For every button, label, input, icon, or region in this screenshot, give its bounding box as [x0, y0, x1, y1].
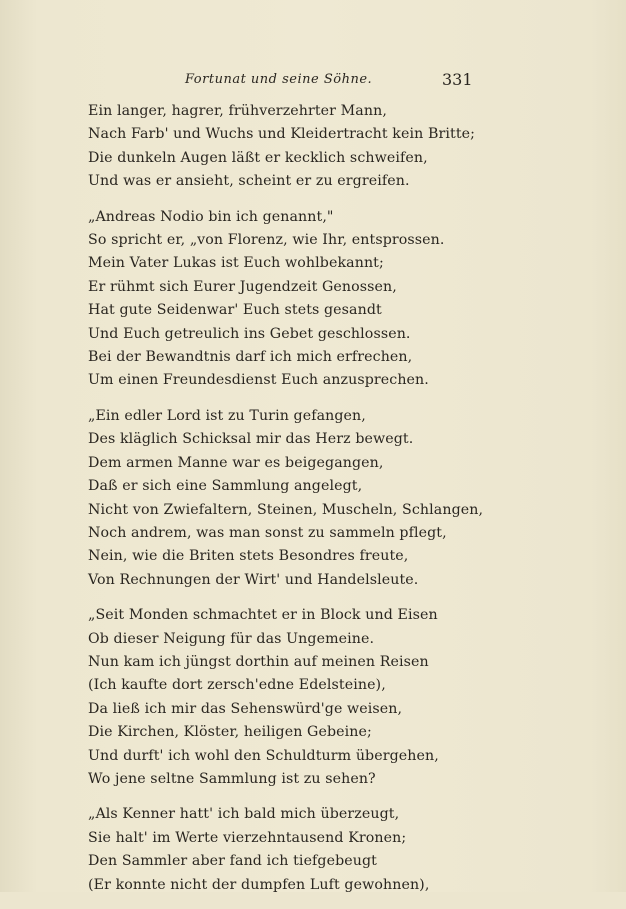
- stanza: [88, 604, 528, 791]
- verse-line: Nicht von Zwiefaltern, Steinen, Muscheln, Schlangen,: [88, 501, 484, 518]
- verse-line: Da ließ ich mir das Sehenswürd'ge weisen,: [88, 700, 403, 717]
- verse-line: Dem armen Manne war es beigegangen,: [88, 454, 384, 471]
- verse-line: Bei der Bewandtnis darf ich mich erfrechen,: [88, 349, 413, 366]
- verse-line: „Als Kenner hatt' ich bald mich überzeugt,: [88, 806, 400, 823]
- verse-line: Und durft' ich wohl den Schuldturm übergehen,: [88, 747, 439, 764]
- verse-line: Daß er sich eine Sammlung angelegt,: [88, 478, 363, 495]
- verse-line: Um einen Freundesdienst Euch anzusprechen.: [88, 372, 429, 389]
- verse-line: Des kläglich Schicksal mir das Herz bewegt.: [88, 431, 414, 448]
- verse-line: Und was er ansieht, scheint er zu ergreifen.: [88, 173, 410, 190]
- poem-body: [88, 100, 528, 909]
- page-number: 331: [442, 70, 473, 89]
- verse-line: Wo jene seltne Sammlung ist zu sehen?: [88, 770, 376, 787]
- verse-line: Und Euch getreulich ins Gebet geschlossen.: [88, 325, 411, 342]
- verse-line: Ob dieser Neigung für das Ungemeine.: [88, 630, 375, 647]
- verse-line: Mein Vater Lukas ist Euch wohlbekannt;: [88, 255, 384, 272]
- verse-line: Noch andrem, was man sonst zu sammeln pflegt,: [88, 524, 447, 541]
- verse-line: Die dunkeln Augen läßt er kecklich schweifen,: [88, 149, 428, 166]
- verse-line: „Andreas Nodio bin ich genannt,": [88, 208, 334, 225]
- verse-line: Den Sammler aber fand ich tiefgebeugt: [88, 853, 377, 870]
- verse-line: „Ein edler Lord ist zu Turin gefangen,: [88, 407, 366, 424]
- verse-line: Er rühmt sich Eurer Jugendzeit Genossen,: [88, 278, 397, 295]
- verse-line: Nun kam ich jüngst dorthin auf meinen Reisen: [88, 653, 429, 670]
- verse-line: (Ich kaufte dort zersch'edne Edelsteine),: [88, 677, 386, 694]
- verse-line: So spricht er, „von Florenz, wie Ihr, entsprossen.: [88, 232, 445, 249]
- verse-line: Ein langer, hagrer, frühverzehrter Mann,: [88, 103, 387, 119]
- stanza: [88, 100, 528, 194]
- stanza: [88, 206, 528, 393]
- verse-line: Hat gute Seidenwar' Euch stets gesandt: [88, 302, 382, 319]
- verse-line: (Er konnte nicht der dumpfen Luft gewohnen),: [88, 876, 430, 893]
- verse-line: Die Kirchen, Klöster, heiligen Gebeine;: [88, 724, 372, 741]
- stanza: [88, 405, 528, 592]
- verse-line: Nein, wie die Briten stets Besondres freute,: [88, 548, 409, 565]
- page-header: [0, 72, 626, 92]
- verse-line: „Seit Monden schmachtet er in Block und Eisen: [88, 607, 438, 624]
- stanza: [88, 803, 528, 897]
- running-title: Fortunat und seine Söhne.: [185, 72, 373, 87]
- verse-line: Von Rechnungen der Wirt' und Handelsleute.: [88, 571, 419, 588]
- verse-line: Nach Farb' und Wuchs und Kleidertracht kein Britte;: [88, 126, 475, 143]
- verse-line: Sie halt' im Werte vierzehntausend Kronen;: [88, 829, 407, 846]
